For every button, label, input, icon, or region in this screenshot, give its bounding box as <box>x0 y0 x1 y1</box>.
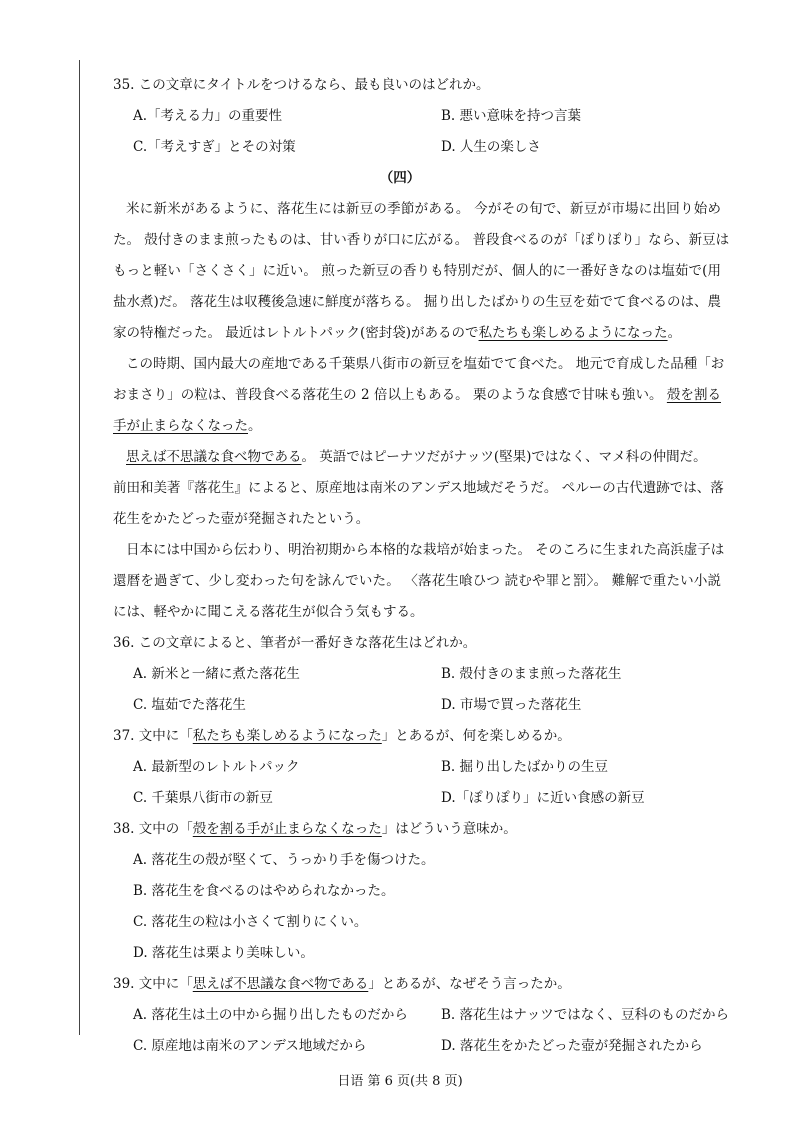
underlined-phrase-2a: 殻を割る <box>666 387 721 403</box>
q38-option-c: C. 落花生の粒は小さくて割りにくい。 <box>133 914 368 930</box>
q38-option-d: D. 落花生は栗より美味しい。 <box>133 945 314 961</box>
passage-text: 家の特権だった。 最近はレトルトパック(密封袋)があるので <box>113 325 479 341</box>
passage-text: 。 <box>248 418 262 434</box>
q37-stem <box>113 727 571 745</box>
passage-line: 前田和美著『落花生』によると、原産地は南米のアンデス地域だそうだ。 ペルーの古代遺跡では、落 <box>113 480 724 496</box>
stem-text: 37. 文中に「 <box>113 728 193 744</box>
q38-stem <box>113 820 517 838</box>
q37-option-a: A. 最新型のレトルトパック <box>133 759 300 775</box>
stem-text: 38. 文中の「 <box>113 821 193 837</box>
passage-line <box>126 448 707 466</box>
q39-quoted-phrase: 思えば不思議な食べ物である <box>192 976 369 992</box>
q39-option-c: C. 原産地は南米のアンデス地域だから <box>133 1038 367 1054</box>
q35-option-a: A.「考える力」の重要性 <box>133 108 283 124</box>
passage-text: 。 <box>667 325 682 341</box>
q39-option-b: B. 落花生はナッツではなく、豆科のものだから <box>441 1007 729 1023</box>
stem-text: 」とあるが、なぜそう言ったか。 <box>368 976 571 992</box>
passage-line: 還暦を過ぎて、少し変わった句を詠んでいた。 〈落花生喰ひつ 読むや罪と罰〉。 難解で重たい小説 <box>113 573 721 589</box>
q36-stem: 36. この文章によると、筆者が一番好きな落花生はどれか。 <box>113 635 477 651</box>
stem-text: 39. 文中に「 <box>113 976 193 992</box>
passage-line: この時期、国内最大の産地である千葉県八街市の新豆を塩茹でて食べた。 地元で育成した品種「お <box>126 356 725 372</box>
passage-line: には、軽やかに聞こえる落花生が似合う気もする。 <box>113 604 424 620</box>
section-title: （四） <box>379 170 421 186</box>
page-footer: 日语 第 6 页(共 8 页) <box>337 1074 463 1089</box>
q38-quoted-phrase: 殻を割る手が止まらなくなった <box>192 821 382 837</box>
q36-option-b: B. 殻付きのまま煎った落花生 <box>441 666 622 682</box>
underlined-phrase-3: 思えば不思議な食べ物である <box>126 449 302 465</box>
q35-option-d: D. 人生の楽しさ <box>441 139 541 155</box>
underlined-phrase-1: 私たちも楽しめるようになった <box>478 325 668 341</box>
q36-option-c: C. 塩茹でた落花生 <box>133 697 246 713</box>
passage-line: 日本には中国から伝わり、明治初期から本格的な栽培が始まった。 そのころに生まれた高浜虚子は <box>126 542 725 558</box>
passage-text: おまさり」の粒は、普段食べる落花生の 2 倍以上もある。 栗のような食感で甘味も強い。 <box>113 387 667 403</box>
q37-option-b: B. 掘り出したばかりの生豆 <box>441 759 609 775</box>
passage-line <box>113 417 262 435</box>
q36-option-a: A. 新米と一緒に煮た落花生 <box>133 666 300 682</box>
stem-text: 」はどういう意味か。 <box>381 821 517 837</box>
q39-option-a: A. 落花生は土の中から掘り出したものだから <box>133 1007 408 1023</box>
q37-quoted-phrase: 私たちも楽しめるようになった <box>192 728 382 744</box>
q38-option-a: A. 落花生の殻が堅くて、うっかり手を傷つけた。 <box>133 852 435 868</box>
passage-line: 米に新米があるように、落花生には新豆の季節がある。 今がその旬で、新豆が市場に出回り始め <box>126 201 721 217</box>
passage-line: た。 殻付きのまま煎ったものは、甘い香りが口に広がる。 普段食べるのが「ぽりぽり」なら、新豆は <box>113 232 730 248</box>
stem-text: 」とあるが、何を楽しめるか。 <box>381 728 571 744</box>
passage-line <box>113 324 681 342</box>
q35-option-b: B. 悪い意味を持つ言葉 <box>441 108 582 124</box>
q37-option-d: D.「ぽりぽり」に近い食感の新豆 <box>441 790 645 806</box>
q35-option-c: C.「考えすぎ」とその対策 <box>133 139 296 155</box>
passage-line <box>113 386 721 404</box>
q39-option-d: D. 落花生をかたどった壺が発掘されたから <box>441 1038 703 1054</box>
underlined-phrase-2b: 手が止まらなくなった <box>113 418 248 434</box>
q36-option-d: D. 市場で買った落花生 <box>441 697 582 713</box>
q35-stem: 35. この文章にタイトルをつけるなら、最も良いのはどれか。 <box>113 77 490 93</box>
passage-line: 盐水煮)だ。 落花生は収穫後急速に鮮度が落ちる。 掘り出したばかりの生豆を茹でて食べるのは、農 <box>113 294 721 310</box>
passage-text: 。 英語ではピーナツだがナッツ(堅果)ではなく、マメ科の仲間だ。 <box>301 449 707 465</box>
q38-option-b: B. 落花生を食べるのはやめられなかった。 <box>133 883 395 899</box>
passage-line: 花生をかたどった壺が発掘されたという。 <box>113 511 370 527</box>
q39-stem <box>113 975 571 993</box>
q37-option-c: C. 千葉県八街市の新豆 <box>133 790 273 806</box>
passage-line: もっと軽い「さくさく」に近い。 煎った新豆の香りも特別だが、個人的に一番好きなのは塩茹で(用 <box>113 263 721 279</box>
